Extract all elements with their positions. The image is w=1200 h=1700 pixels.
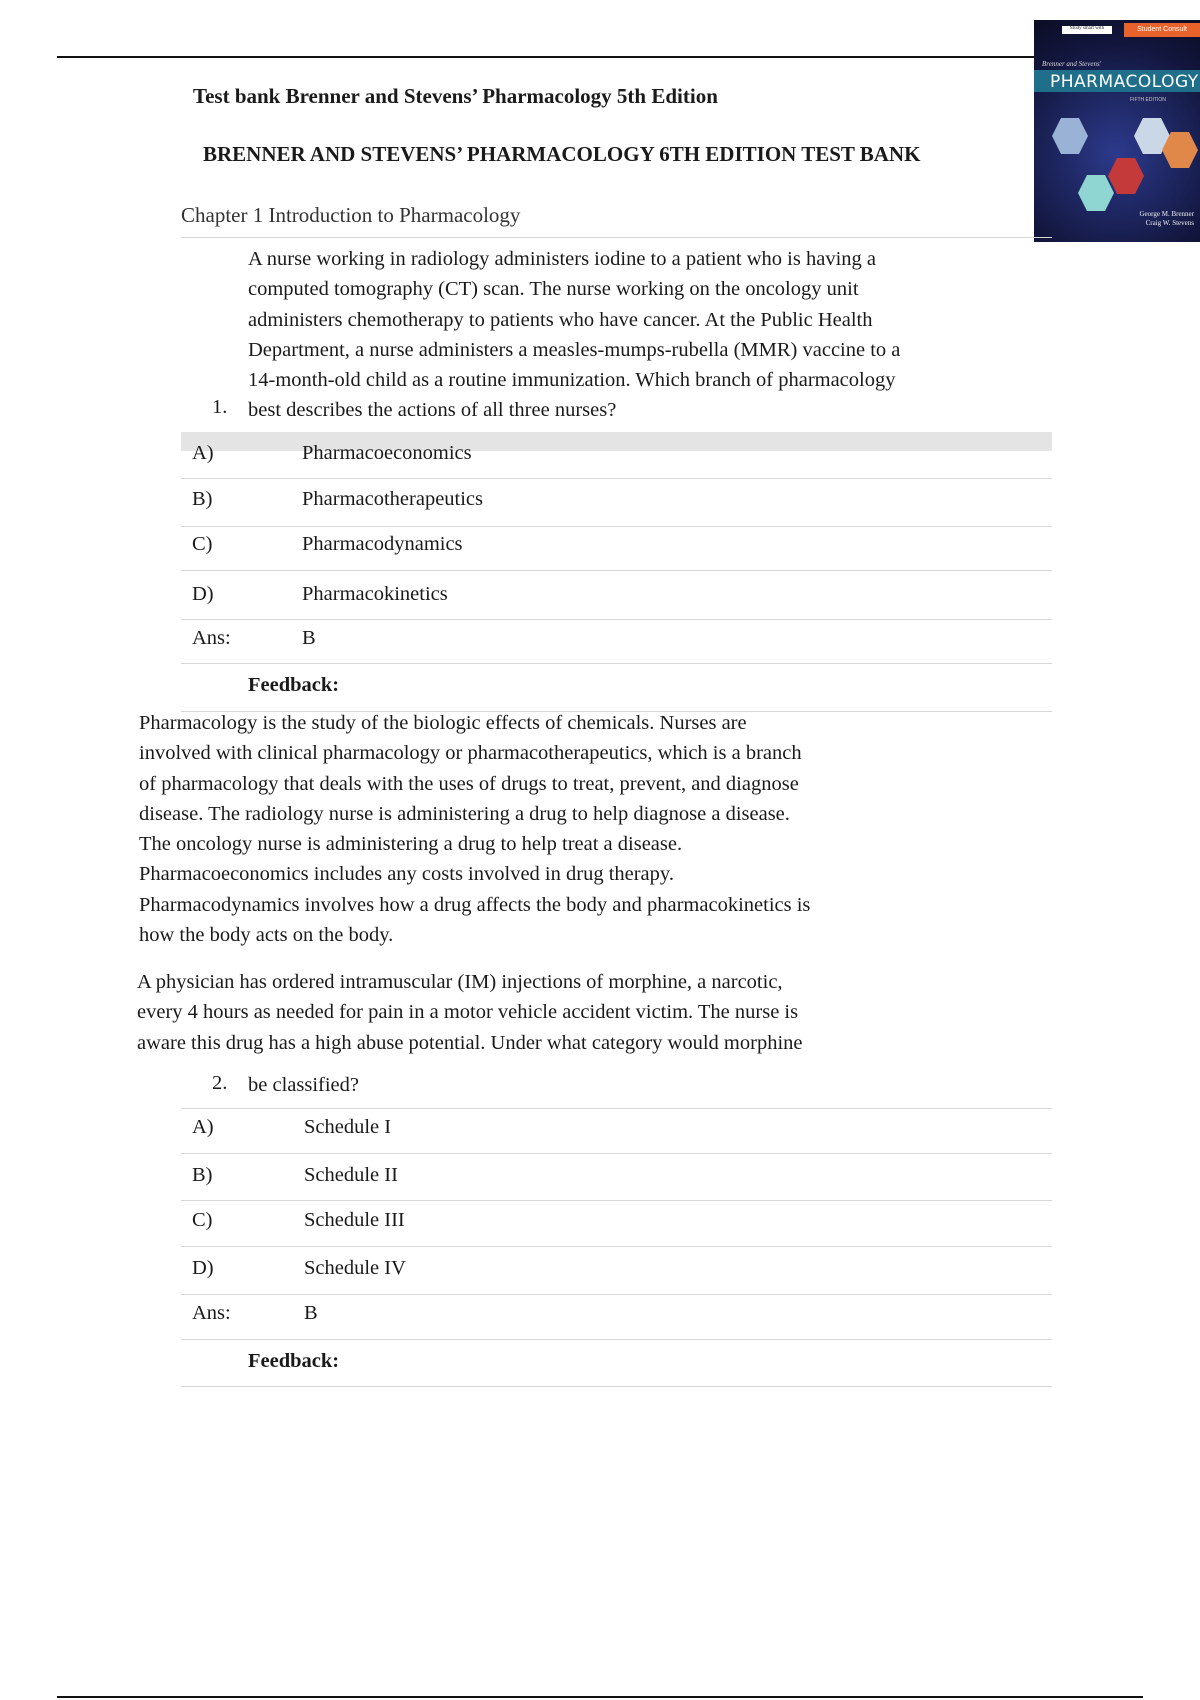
feedback-line: Pharmacology is the study of the biologic effects of chemicals. Nurses are [139,712,747,734]
answer-label: Ans: [192,627,231,649]
question-number: 2. [212,1072,228,1094]
answer-value: B [302,627,316,649]
document-subtitle: BRENNER AND STEVENS’ PHARMACOLOGY 6TH EDITION TEST BANK [203,142,921,166]
feedback-text [139,708,810,950]
cover-author: Craig W. Stevens [1145,219,1194,227]
divider [181,1108,1052,1109]
cover-edition: FIFTH EDITION [1130,97,1166,103]
document-title: Test bank Brenner and Stevens’ Pharmacology 5th Edition [193,84,718,108]
divider [181,1246,1052,1247]
feedback-line: how the body acts on the body. [139,924,394,947]
cover-title: PHARMACOLOGY [1050,72,1199,92]
divider [181,1153,1052,1154]
cover-author-names [1140,210,1195,228]
option-label: C) [192,533,213,555]
question-line: every 4 hours as needed for pain in a motor vehicle accident victim. The nurse is [137,1001,799,1024]
question-number: 1. [212,396,228,418]
divider [181,570,1052,571]
feedback-line: Pharmacodynamics involves how a drug affects the body and pharmacokinetics is [139,893,811,916]
cover-hex-image [1078,175,1114,211]
chapter-heading: Chapter 1 Introduction to Pharmacology [181,203,521,227]
feedback-line: involved with clinical pharmacology or pharmacotherapeutics, which is a branch [139,742,802,765]
book-cover-image [1034,20,1200,242]
answer-value: B [304,1302,318,1324]
divider [181,478,1052,479]
option-label: B) [192,488,213,510]
feedback-line: disease. The radiology nurse is administering a drug to help diagnose a disease. [139,802,790,825]
question-line: A physician has ordered intramuscular (IM) injections of morphine, a narcotic, [137,971,783,993]
question-line: Department, a nurse administers a measles-mumps-rubella (MMR) vaccine to a [248,338,901,361]
divider [181,237,1052,238]
cover-tagline: Study smart with [1062,26,1112,34]
option-text: Schedule IV [304,1257,406,1279]
divider [181,619,1052,620]
feedback-label: Feedback: [248,1350,340,1372]
question-line: computed tomography (CT) scan. The nurse working on the oncology unit [248,278,859,301]
feedback-label: Feedback: [248,674,340,696]
cover-authors-line: Brenner and Stevens' [1042,60,1102,68]
feedback-line: Pharmacoeconomics includes any costs involved in drug therapy. [139,863,674,886]
question-line: administers chemotherapy to patients who have cancer. At the Public Health [248,308,873,331]
question-line: be classified? [248,1074,359,1096]
cover-hex-image [1052,118,1088,154]
option-text: Schedule II [304,1164,398,1186]
cover-badge: Student Consult [1124,23,1200,37]
divider [181,663,1052,664]
option-text: Pharmacotherapeutics [302,488,484,510]
option-label: B) [192,1164,213,1186]
question-line: best describes the actions of all three nurses? [248,399,617,422]
feedback-line: The oncology nurse is administering a drug to help treat a disease. [139,833,683,856]
option-label: C) [192,1209,213,1231]
option-text: Schedule III [304,1209,405,1231]
option-text: Pharmacodynamics [302,533,463,555]
question-1-text [248,244,900,426]
option-text: Pharmacokinetics [302,583,448,605]
question-line: A nurse working in radiology administers iodine to a patient who is having a [248,248,876,270]
top-rule [57,56,1035,58]
divider [181,1386,1052,1387]
question-line: 14-month-old child as a routine immunization. Which branch of pharmacology [248,369,896,392]
bottom-rule [57,1696,1143,1698]
question-2-text [137,967,803,1058]
cover-author: George M. Brenner [1139,210,1194,218]
divider [181,1294,1052,1295]
option-label: D) [192,583,214,605]
option-label: A) [192,1116,214,1138]
option-text: Pharmacoeconomics [302,442,472,464]
divider [181,1200,1052,1201]
option-label: D) [192,1257,214,1279]
option-text: Schedule I [304,1116,392,1138]
cover-hex-image [1108,158,1144,194]
question-line: aware this drug has a high abuse potential. Under what category would morphine [137,1031,803,1054]
divider [181,1339,1052,1340]
option-label: A) [192,442,214,464]
answer-label: Ans: [192,1302,231,1324]
divider [181,526,1052,527]
feedback-line: of pharmacology that deals with the uses of drugs to treat, prevent, and diagnose [139,772,799,795]
